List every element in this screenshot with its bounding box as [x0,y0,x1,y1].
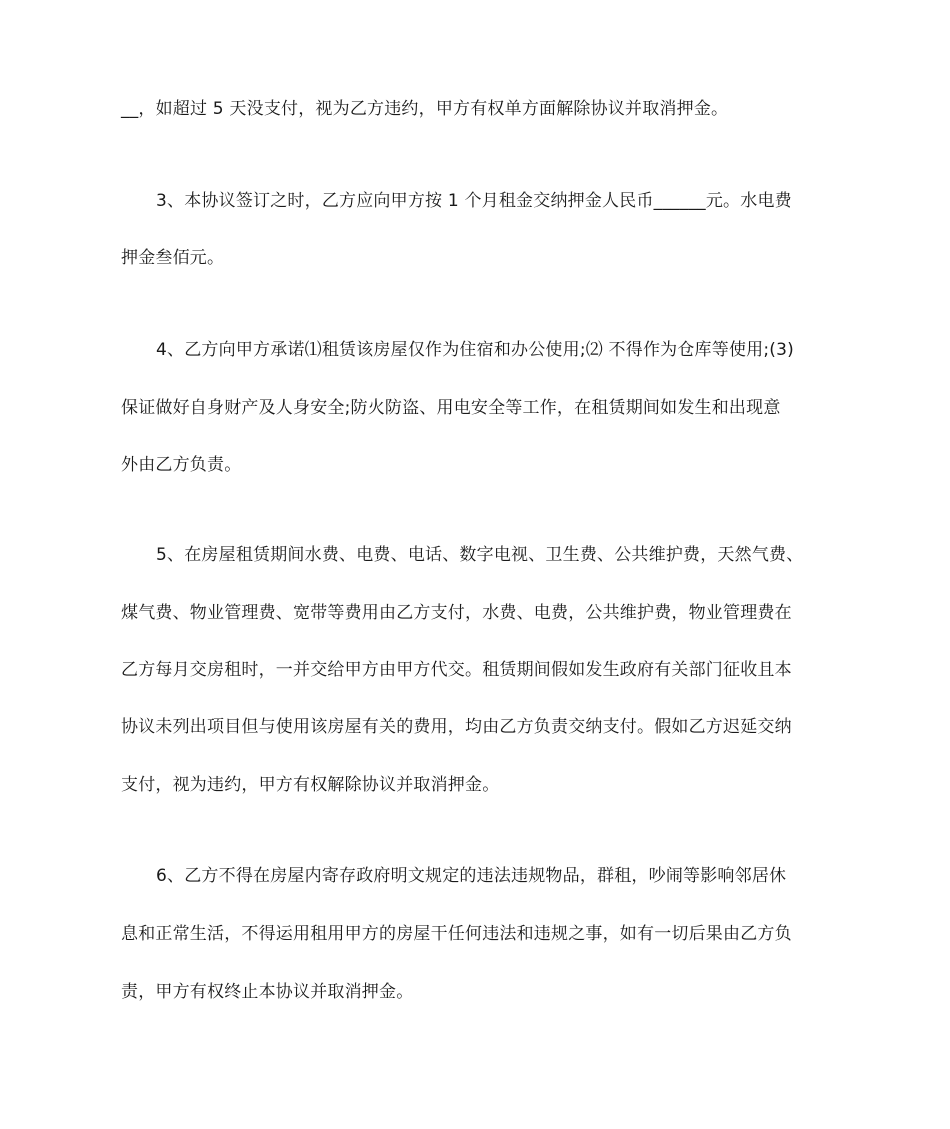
clause-4-line-1: 4、乙方向甲方承诺⑴租赁该房屋仅作为住宿和办公使用;⑵ 不得作为仓库等使用;(3) [156,340,794,360]
clause-6-line-2: 息和正常生活，不得运用租用甲方的房屋干任何违法和违规之事，如有一切后果由乙方负 [121,924,792,944]
clause-4-line-3: 外由乙方负责。 [121,455,242,475]
clause-5-line-2: 煤气费、物业管理费、宽带等费用由乙方支付，水费、电费，公共维护费，物业管理费在 [121,603,792,623]
clause-6-line-1: 6、乙方不得在房屋内寄存政府明文规定的违法违规物品，群租，吵闹等影响邻居休 [156,866,787,886]
clause-3-line-2: 押金叁佰元。 [121,248,225,268]
clause-5-line-3: 乙方每月交房租时，一并交给甲方由甲方代交。租赁期间假如发生政府有关部门征收且本 [121,660,792,680]
clause-5-line-4: 协议未列出项目但与使用该房屋有关的费用，均由乙方负责交纳支付。假如乙方迟延交纳 [121,717,792,737]
clause-5-line-1: 5、在房屋租赁期间水费、电费、电话、数字电视、卫生费、公共维护费，天然气费、 [156,545,804,565]
paragraph-2-continuation-line: __，如超过 5 天没支付，视为乙方违约，甲方有权单方面解除协议并取消押金。 [121,99,729,119]
clause-6-line-3: 责，甲方有权终止本协议并取消押金。 [121,982,414,1002]
clause-5-line-5: 支付，视为违约，甲方有权解除协议并取消押金。 [121,775,500,795]
clause-3-line-1: 3、本协议签订之时，乙方应向甲方按 1 个月租金交纳押金人民币______元。水电费 [156,191,792,211]
clause-4-line-2: 保证做好自身财产及人身安全;防火防盗、用电安全等工作，在租赁期间如发生和出现意 [121,398,781,418]
